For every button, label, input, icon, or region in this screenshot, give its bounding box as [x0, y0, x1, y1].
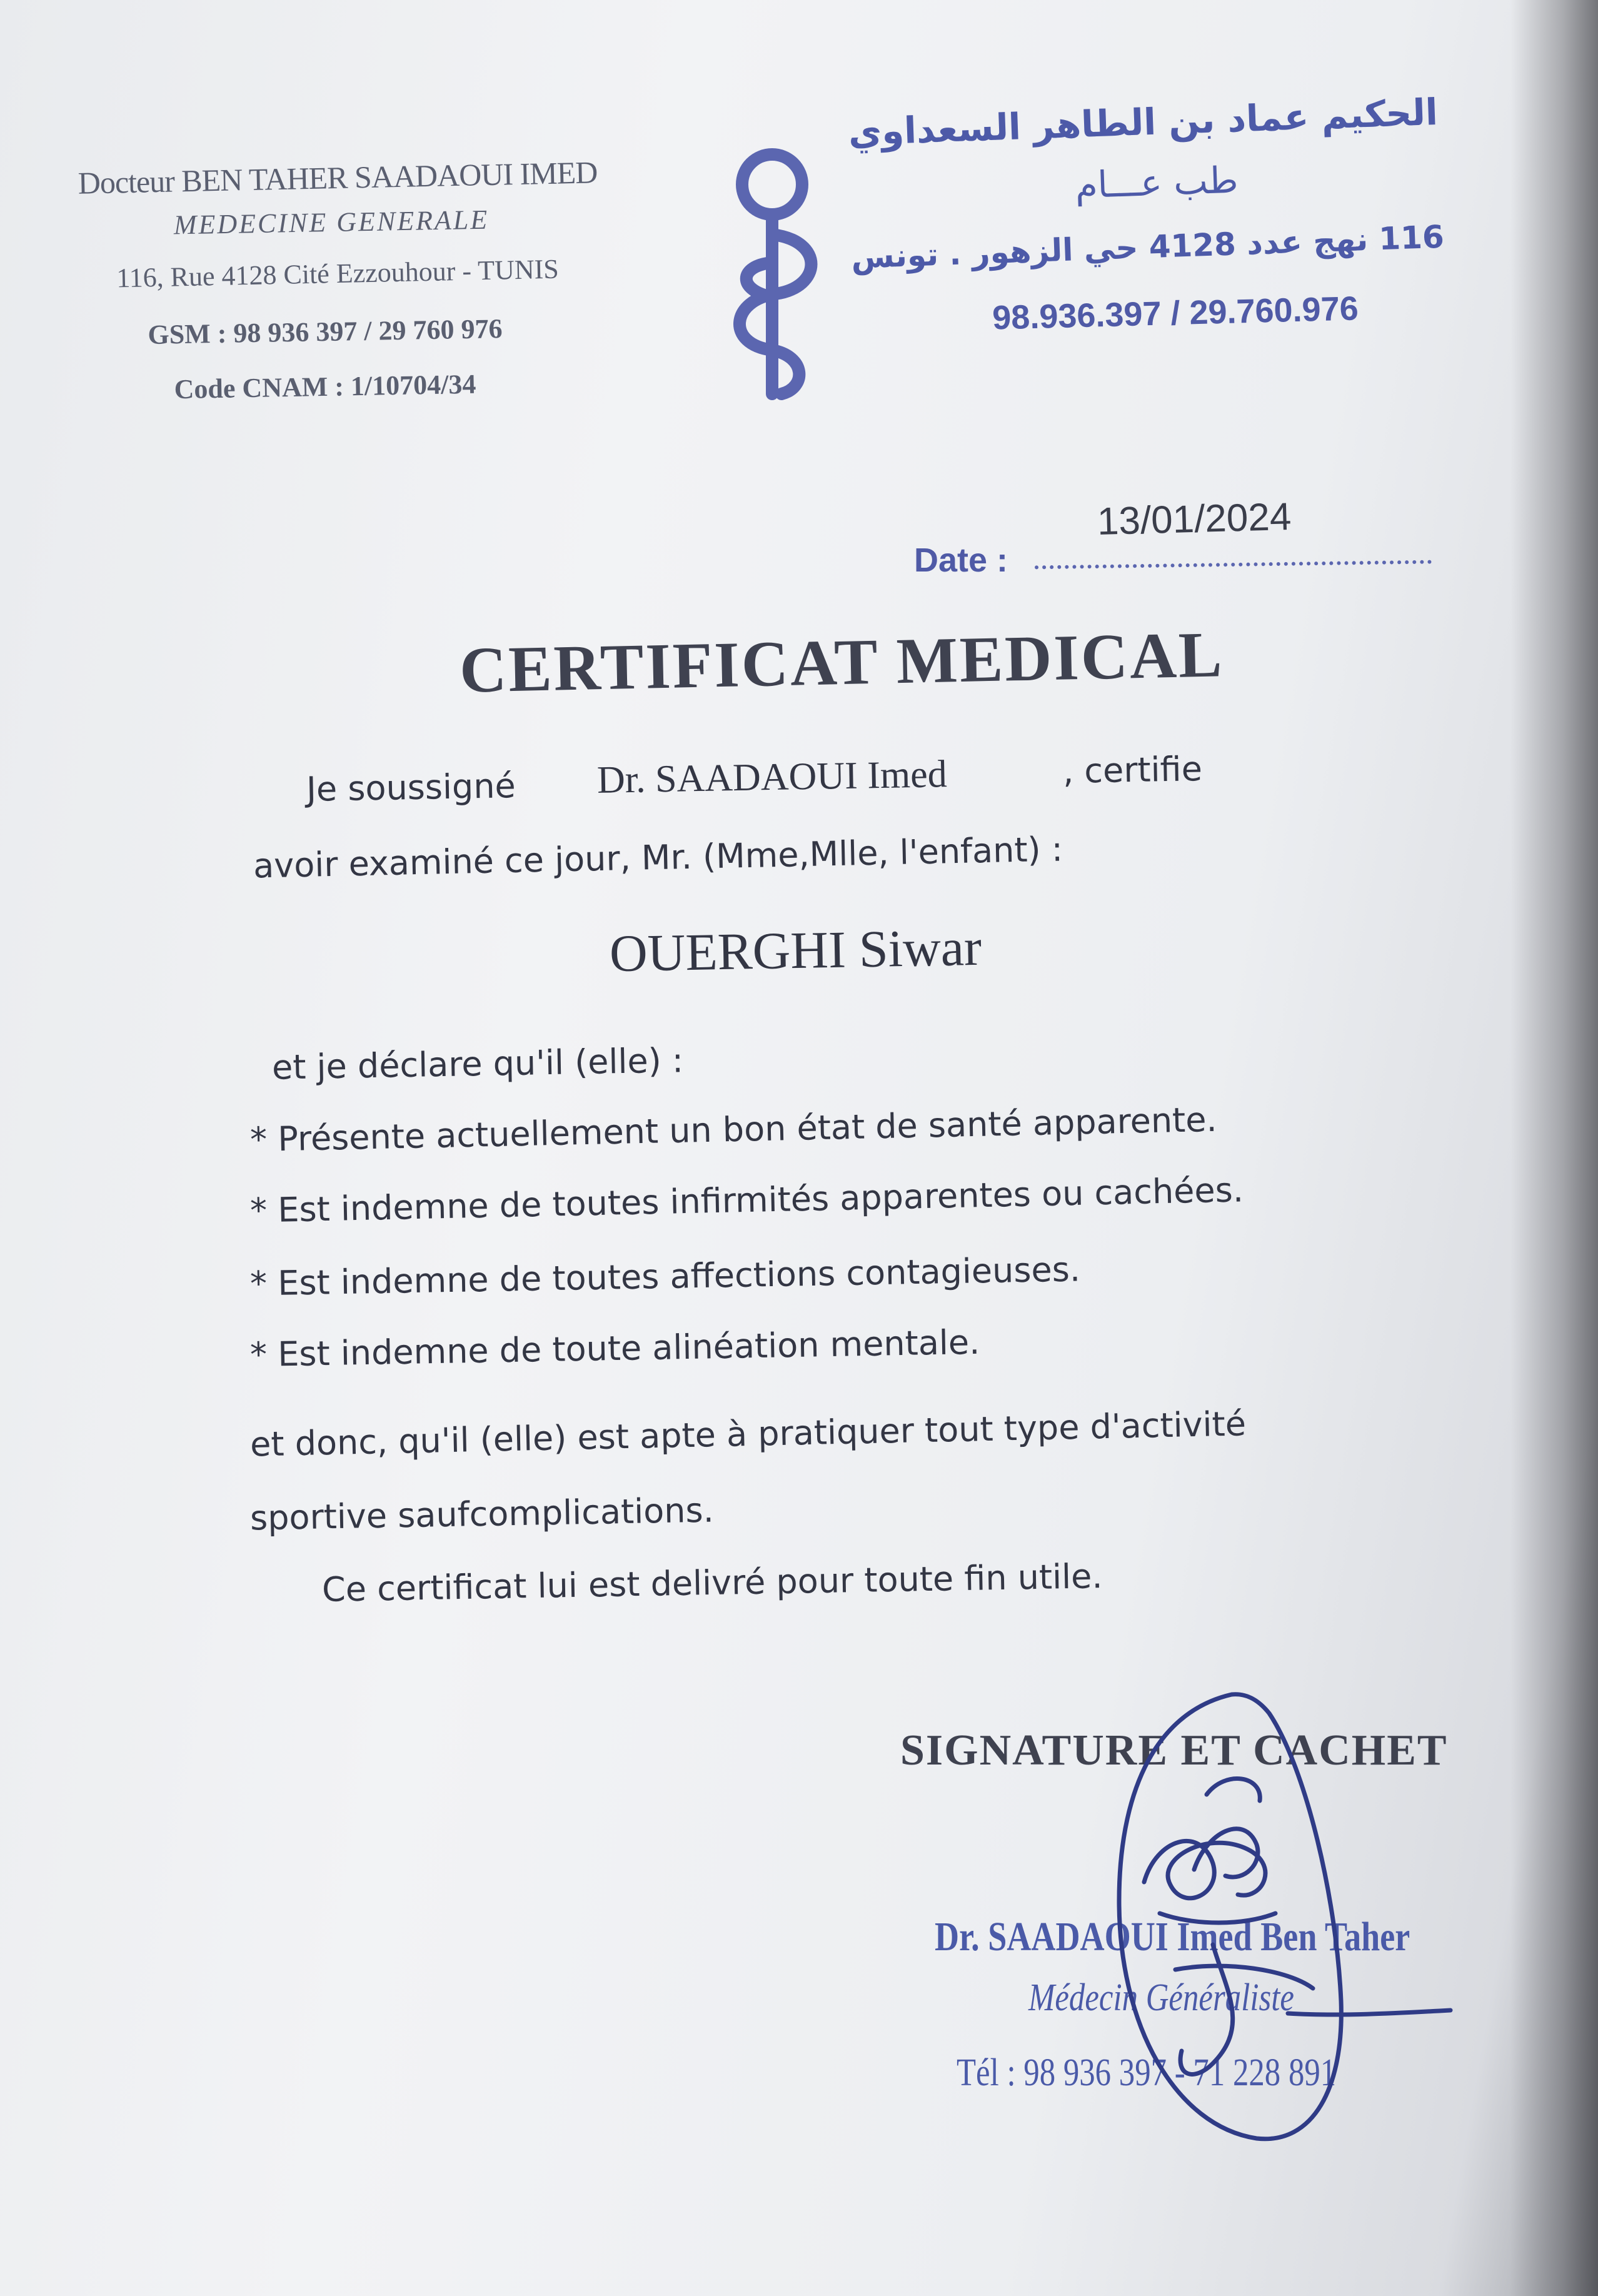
declaration-item: * Est indemne de toutes affections contagieuses.: [249, 1249, 1081, 1304]
gsm-fr: GSM : 98 936 397 / 29 760 976: [148, 313, 503, 350]
patient-name: OUERGHI Siwar: [609, 918, 982, 984]
certifie-label: , certifie: [1062, 749, 1203, 791]
date-label: Date :: [914, 541, 1008, 579]
examined-line: avoir examiné ce jour, Mr. (Mme,Mlle, l'enfant) :: [253, 829, 1063, 886]
stamp-doctor-name: Dr. SAADAOUI Imed Ben Taher: [935, 1914, 1410, 1960]
conclusion-line-2: sportive saufcomplications.: [249, 1490, 715, 1538]
conclusion-line-1: et donc, qu'il (elle) est apte à pratiquer tout type d'activité: [249, 1404, 1247, 1464]
caduceus-icon: [713, 141, 838, 403]
doctor-name-fr: Docteur BEN TAHER SAADAOUI IMED: [78, 154, 598, 201]
certificate-title: CERTIFICAT MEDICAL: [458, 618, 1225, 707]
handwritten-signature: [1100, 1676, 1538, 2151]
declaration-item: * Est indemne de toute alinéation mentale.: [249, 1322, 980, 1375]
specialty-ar: طب عـــام: [1074, 158, 1239, 207]
address-ar: 116 نهج عدد 4128 حي الزهور . تونس: [850, 218, 1445, 276]
date-dotted-line: [1035, 560, 1432, 570]
date-value: 13/01/2024: [1097, 495, 1292, 544]
declare-line: et je déclare qu'il (elle) :: [271, 1040, 684, 1087]
page-edge-shadow: [1510, 0, 1598, 2296]
phone-numbers: 98.936.397 / 29.760.976: [992, 290, 1359, 337]
specialty-fr: MEDECINE GENERALE: [173, 204, 490, 241]
declaration-item: * Est indemne de toutes infirmités apparentes ou cachées.: [249, 1170, 1244, 1231]
stamp-phone: Tél : 98 936 397 - 71 228 891: [957, 2052, 1337, 2094]
soussigne-label: Je soussigné: [306, 766, 516, 809]
doctor-name-filled: Dr. SAADAOUI Imed: [596, 753, 948, 802]
cnam-code: Code CNAM : 1/10704/34: [174, 368, 476, 405]
stamp-title: Médecin Généraliste: [1028, 1976, 1294, 2019]
address-fr: 116, Rue 4128 Cité Ezzouhour - TUNIS: [116, 253, 560, 294]
closing-line: Ce certificat lui est delivré pour toute fin utile.: [321, 1556, 1103, 1609]
declaration-item: * Présente actuellement un bon état de santé apparente.: [249, 1099, 1218, 1160]
signature-label: SIGNATURE ET CACHET: [900, 1726, 1448, 1775]
doctor-name-ar: الحكيم عماد بن الطاهر السعداوي: [847, 91, 1439, 154]
